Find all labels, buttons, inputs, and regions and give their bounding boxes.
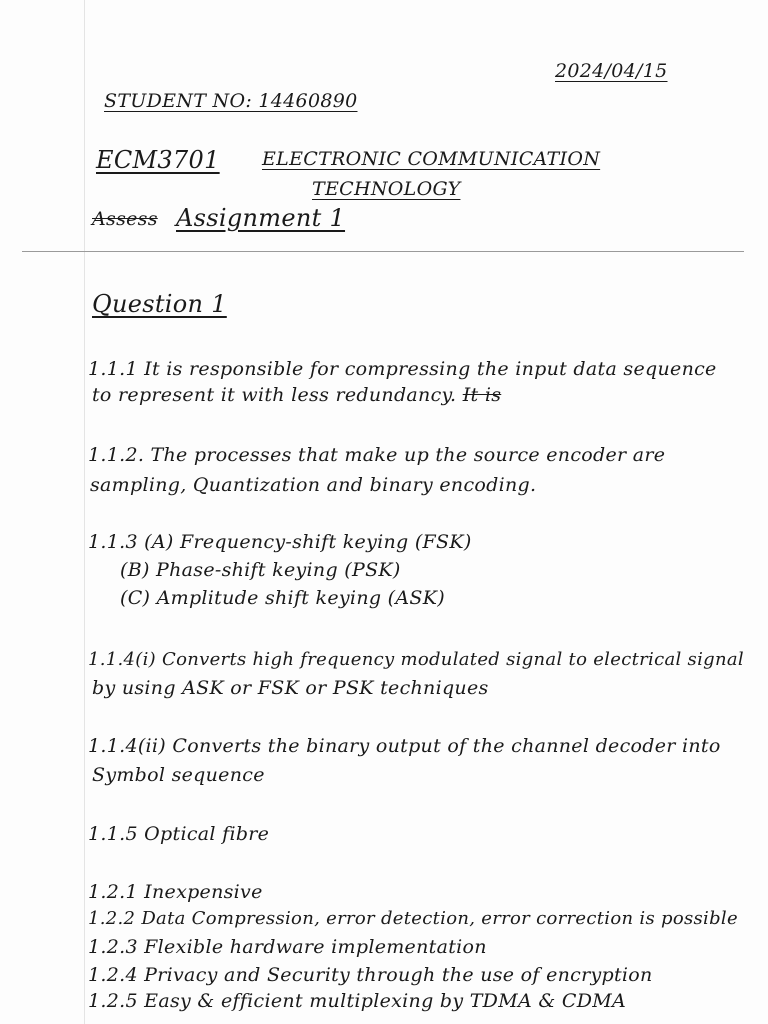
question-heading: Question 1 [92, 290, 227, 318]
answer-line: 1.1.2. The processes that make up the source encoder are [88, 444, 666, 466]
answer-line: sampling, Quantization and binary encoding. [90, 474, 537, 496]
answer-line: 1.2.1 Inexpensive [88, 881, 263, 903]
answer-line: 1.1.4(ii) Converts the binary output of the channel decoder into [88, 735, 721, 757]
assignment-title: Assignment 1 [176, 204, 346, 232]
answer-line: (B) Phase-shift keying (PSK) [120, 559, 401, 581]
answer-line: to represent it with less redundancy. It is [92, 384, 502, 406]
answer-line: (C) Amplitude shift keying (ASK) [120, 587, 445, 609]
answer-line: 1.1.4(i) Converts high frequency modulated signal to electrical signal [88, 649, 744, 670]
answer-line: 1.2.4 Privacy and Security through the use of encryption [88, 964, 653, 986]
answer-line: by using ASK or FSK or PSK techniques [92, 677, 489, 699]
module-title-line-2: TECHNOLOGY [312, 178, 461, 200]
answer-line: Symbol sequence [92, 764, 265, 786]
date: 2024/04/15 [555, 60, 668, 82]
answer-line: 1.1.1 It is responsible for compressing the input data sequence [88, 358, 717, 380]
module-code: ECM3701 [96, 146, 220, 174]
struck-text: It is [462, 384, 502, 406]
margin-line [84, 0, 85, 1024]
horizontal-rule [22, 251, 744, 252]
student-number: STUDENT NO: 14460890 [104, 90, 358, 112]
answer-line: 1.1.5 Optical fibre [88, 823, 270, 845]
answer-line: 1.2.2 Data Compression, error detection, error correction is possible [88, 908, 738, 929]
answer-line: 1.1.3 (A) Frequency-shift keying (FSK) [88, 531, 472, 553]
crossed-out-word: Assess [92, 208, 158, 230]
answer-line: 1.2.5 Easy & efficient multiplexing by TDMA & CDMA [88, 990, 627, 1012]
module-title-line-1: ELECTRONIC COMMUNICATION [262, 148, 601, 170]
answer-line: 1.2.3 Flexible hardware implementation [88, 936, 487, 958]
